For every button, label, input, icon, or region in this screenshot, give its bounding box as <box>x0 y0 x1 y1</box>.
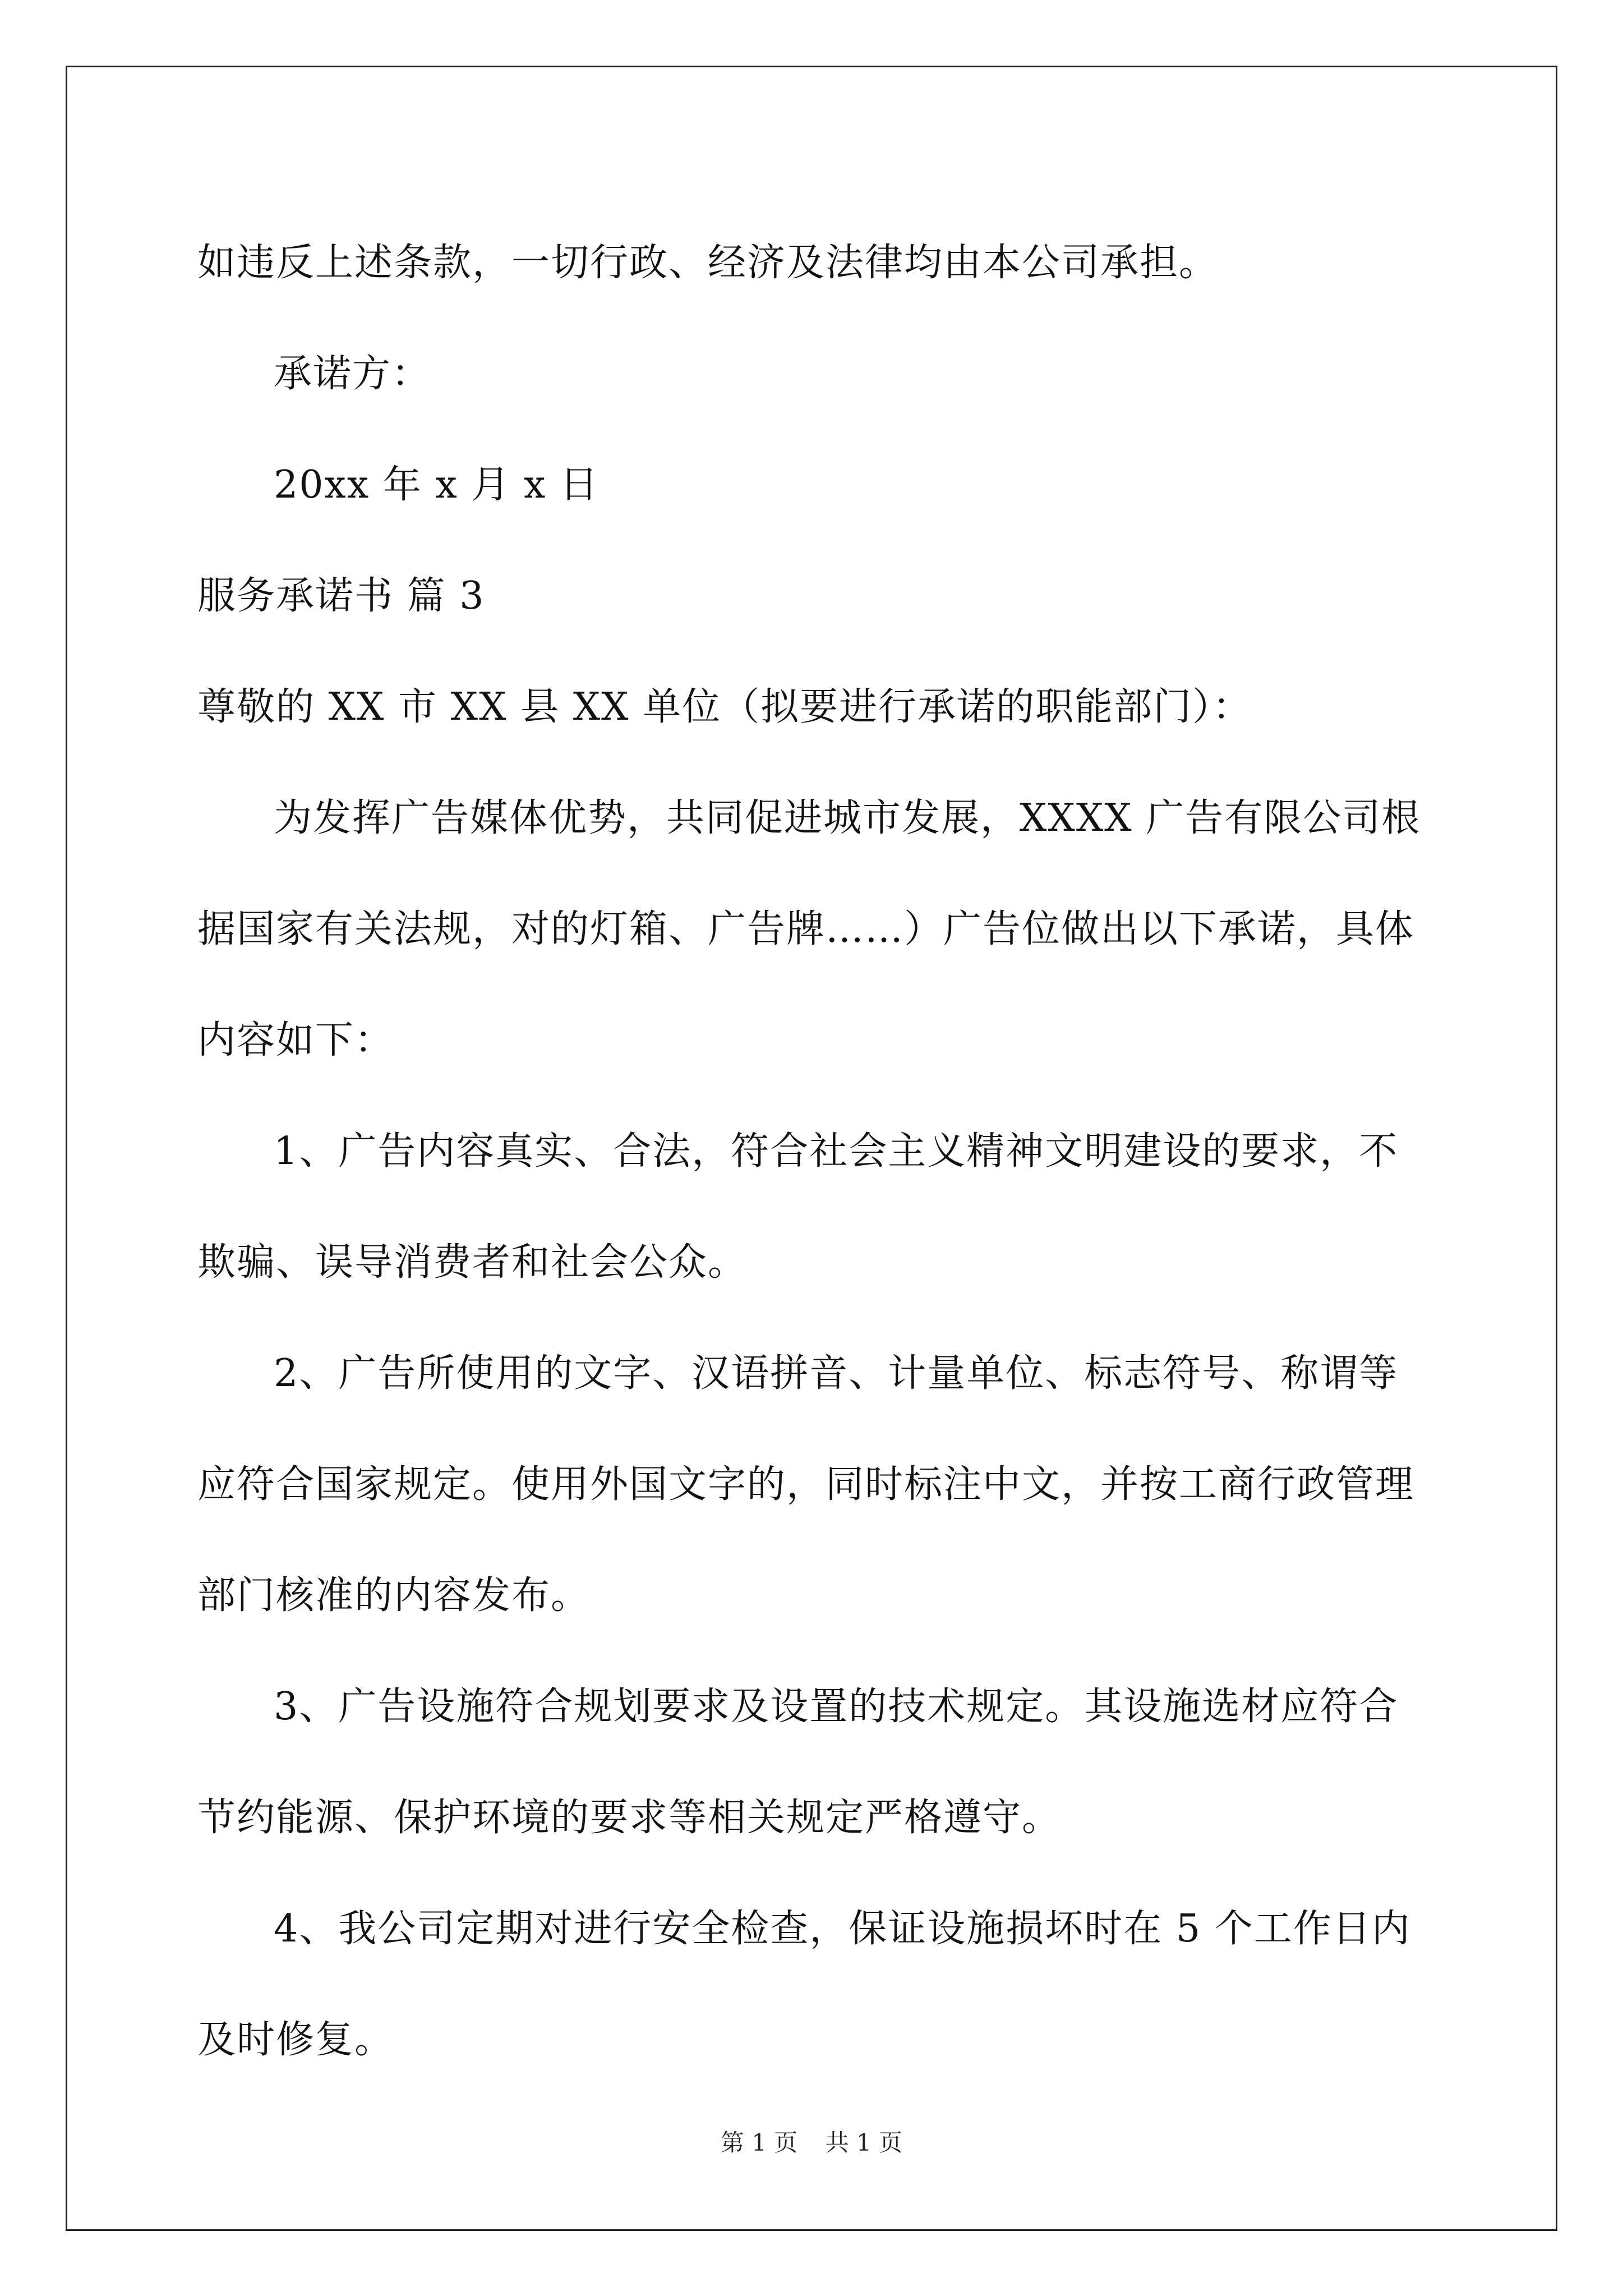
paragraph-item-4: 4、我公司定期对进行安全检查，保证设施损坏时在 5 个工作日内及时修复。 <box>197 1907 1411 2062</box>
section-title: 服务承诺书 篇 3 <box>197 574 485 618</box>
document-body <box>197 208 1426 2096</box>
page-number-current: 第 1 页 <box>720 2129 798 2156</box>
paragraph-intro: 为发挥广告媒体优势，共同促进城市发展，XXXX 广告有限公司根据国家有关法规，对的灯箱、广告牌……）广告位做出以下承诺，具体内容如下： <box>197 796 1421 1062</box>
paragraph-item-1: 1、广告内容真实、合法，符合社会主义精神文明建设的要求，不欺骗、误导消费者和社会公众。 <box>197 1129 1399 1285</box>
page-number-total: 共 1 页 <box>825 2129 903 2156</box>
paragraph-item-3: 3、广告设施符合规划要求及设置的技术规定。其设施选材应符合节约能源、保护环境的要求等相关规定严格遵守。 <box>197 1685 1399 1840</box>
paragraph-item-2: 2、广告所使用的文字、汉语拼音、计量单位、标志符号、称谓等应符合国家规定。使用外国文字的，同时标注中文，并按工商行政管理部门核准的内容发布。 <box>197 1351 1415 1618</box>
page-footer <box>0 2126 1623 2160</box>
paragraph-violation-clause: 如违反上述条款，一切行政、经济及法律均由本公司承担。 <box>197 241 1219 285</box>
paragraph-salutation: 尊敬的 XX 市 XX 县 XX 单位（拟要进行承诺的职能部门）： <box>197 685 1252 729</box>
paragraph-date: 20xx 年 x 月 x 日 <box>274 463 600 507</box>
paragraph-promiser: 承诺方： <box>274 352 431 396</box>
